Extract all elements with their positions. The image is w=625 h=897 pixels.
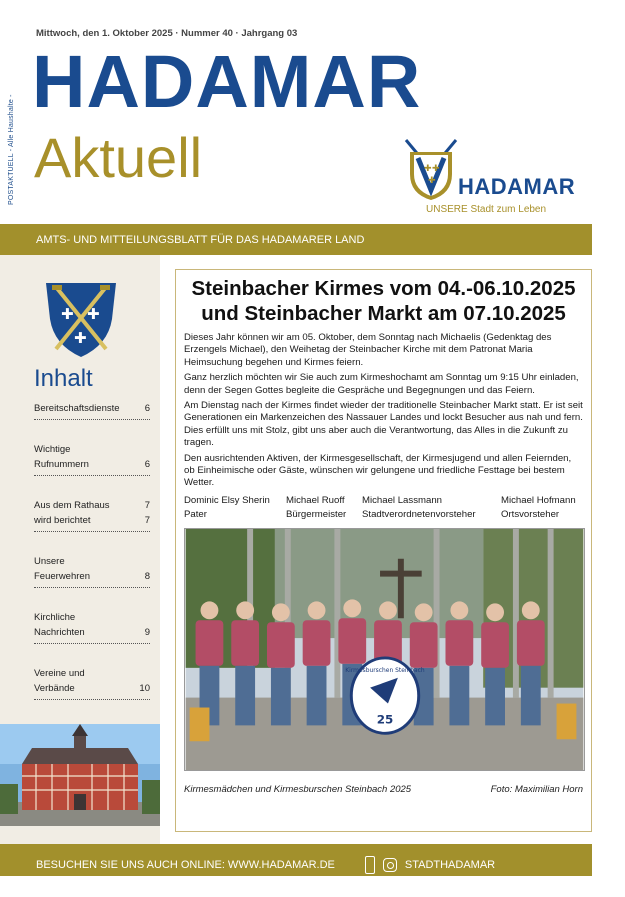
article-paragraph: Dieses Jahr können wir am 05. Oktober, dem Sonntag nach Michaelis (Gedenktag des Erzengels Michael), den Weihetag der Steinbacher Kirche mit dem Patronat Maria Heimsuchung begehen und Kirmes feiern.	[184, 332, 552, 368]
toc-page: 7	[144, 500, 150, 511]
toc-item[interactable]	[34, 666, 150, 700]
toc-label: Vereine und	[34, 668, 85, 679]
svg-text:✚: ✚	[74, 329, 87, 347]
toc-label: Feuerwehren	[34, 571, 90, 582]
toc-page: 9	[144, 627, 150, 638]
masthead-title: HADAMAR	[32, 40, 422, 123]
phone-icon	[365, 856, 375, 874]
toc-title: Inhalt	[34, 365, 93, 392]
svg-text:✚: ✚	[61, 305, 74, 323]
issue-line: Mittwoch, den 1. Oktober 2025 · Nummer 40 · Jahrgang 03	[36, 28, 298, 39]
top-banner-text: AMTS- UND MITTEILUNGSBLATT FÜR DAS HADAMARER LAND	[36, 234, 365, 246]
photo-caption: Kirmesmädchen und Kirmesburschen Steinbach 2025	[184, 783, 412, 795]
toc-item[interactable]	[34, 554, 150, 588]
toc-item[interactable]	[34, 442, 150, 476]
toc-label: Aus dem Rathaus	[34, 500, 110, 511]
toc-label: Verbände	[34, 683, 75, 694]
toc-item[interactable]	[34, 498, 150, 532]
top-banner	[0, 224, 592, 255]
headline-line-2: und Steinbacher Markt am 07.10.2025	[201, 302, 566, 325]
svg-text:✚: ✚	[424, 164, 432, 174]
signature-name: Michael Ruoff	[286, 494, 345, 506]
article-headline	[184, 276, 583, 326]
svg-text:✚: ✚	[432, 164, 440, 174]
toc-label: Rufnummern	[34, 459, 89, 470]
signature-role: Stadtverordnetenvorsteher	[362, 508, 476, 520]
article-paragraph: Am Dienstag nach der Kirmes findet wieder der traditionelle Steinbacher Markt statt. Er ist seit Generationen ein Markenzeichen des Nassauer Landes und lockt Besucher aus nah und fern. Dies erfüllt uns mit Stolz, gibt uns aber auch die Verantwortung, das Alles in die Zukunft zu tragen.	[184, 400, 583, 449]
toc-page: 8	[144, 571, 150, 582]
article-paragraph: Den ausrichtenden Aktiven, der Kirmesgesellschaft, der Kirmesjugend und allen Feiernden, ob Einheimische oder Gäste, wünschen wir gelungene und friedliche Festtage bei bestem Wetter.	[184, 452, 572, 489]
instagram-icon[interactable]	[383, 858, 397, 872]
signature-name: Michael Hofmann	[501, 494, 576, 506]
bottom-banner	[0, 844, 592, 876]
toc-page: 10	[139, 683, 150, 694]
city-brand-logo	[402, 138, 602, 218]
brand-wordmark: HADAMAR	[458, 174, 576, 199]
distribution-note: POSTAKTUELL - Alle Haushalte -	[8, 94, 15, 205]
town-hall-photo	[0, 724, 160, 826]
toc-label: wird berichtet	[34, 515, 91, 526]
toc-label: Wichtige	[34, 444, 71, 455]
signature-role: Ortsvorsteher	[501, 508, 560, 520]
toc-page: 6	[144, 403, 150, 414]
photo-caption-row	[184, 784, 583, 795]
signature-block	[184, 494, 583, 522]
toc-label: Nachrichten	[34, 627, 85, 638]
toc-page: 6	[144, 459, 150, 470]
website-link[interactable]: BESUCHEN SIE UNS AUCH ONLINE: WWW.HADAMAR.DE	[36, 859, 335, 871]
article-body	[184, 332, 583, 490]
photo-sign-number: 25	[376, 712, 394, 727]
signature-role: Pater	[184, 508, 207, 520]
table-of-contents	[34, 401, 150, 700]
masthead-subtitle: Aktuell	[34, 126, 203, 189]
signature-name: Dominic Elsy Sherin	[184, 494, 270, 506]
toc-label: Bereitschaftsdienste	[34, 403, 120, 414]
signature-role: Bürgermeister	[286, 508, 347, 520]
signature-name: Michael Lassmann	[362, 494, 442, 506]
svg-text:✚: ✚	[428, 176, 436, 186]
lead-article	[175, 269, 592, 832]
toc-item[interactable]	[34, 401, 150, 420]
coat-of-arms-icon	[402, 138, 460, 202]
photo-credit: Foto: Maximilian Horn	[490, 783, 583, 795]
toc-label: Unsere	[34, 556, 65, 567]
social-handle[interactable]: STADTHADAMAR	[404, 859, 496, 871]
headline-line-1: Steinbacher Kirmes vom 04.-06.10.2025	[191, 277, 576, 300]
coat-of-arms-icon	[42, 279, 120, 359]
group-photo	[184, 528, 585, 771]
toc-label: Kirchliche	[34, 612, 76, 623]
photo-sign-text: Kirmesburschen Steinbach	[345, 666, 425, 674]
article-paragraph: Ganz herzlich möchten wir Sie auch zum Kirmeshochamt am Sonntag um 9:15 Uhr einladen, denn der Segen Gottes begleite die Gespräche und Begegnungen und das Feiern.	[184, 372, 579, 396]
toc-item[interactable]	[34, 610, 150, 644]
toc-page: 7	[144, 515, 150, 526]
svg-text:✚: ✚	[87, 305, 100, 323]
brand-tagline: UNSERE Stadt zum Leben	[426, 204, 547, 215]
sidebar	[0, 255, 160, 844]
